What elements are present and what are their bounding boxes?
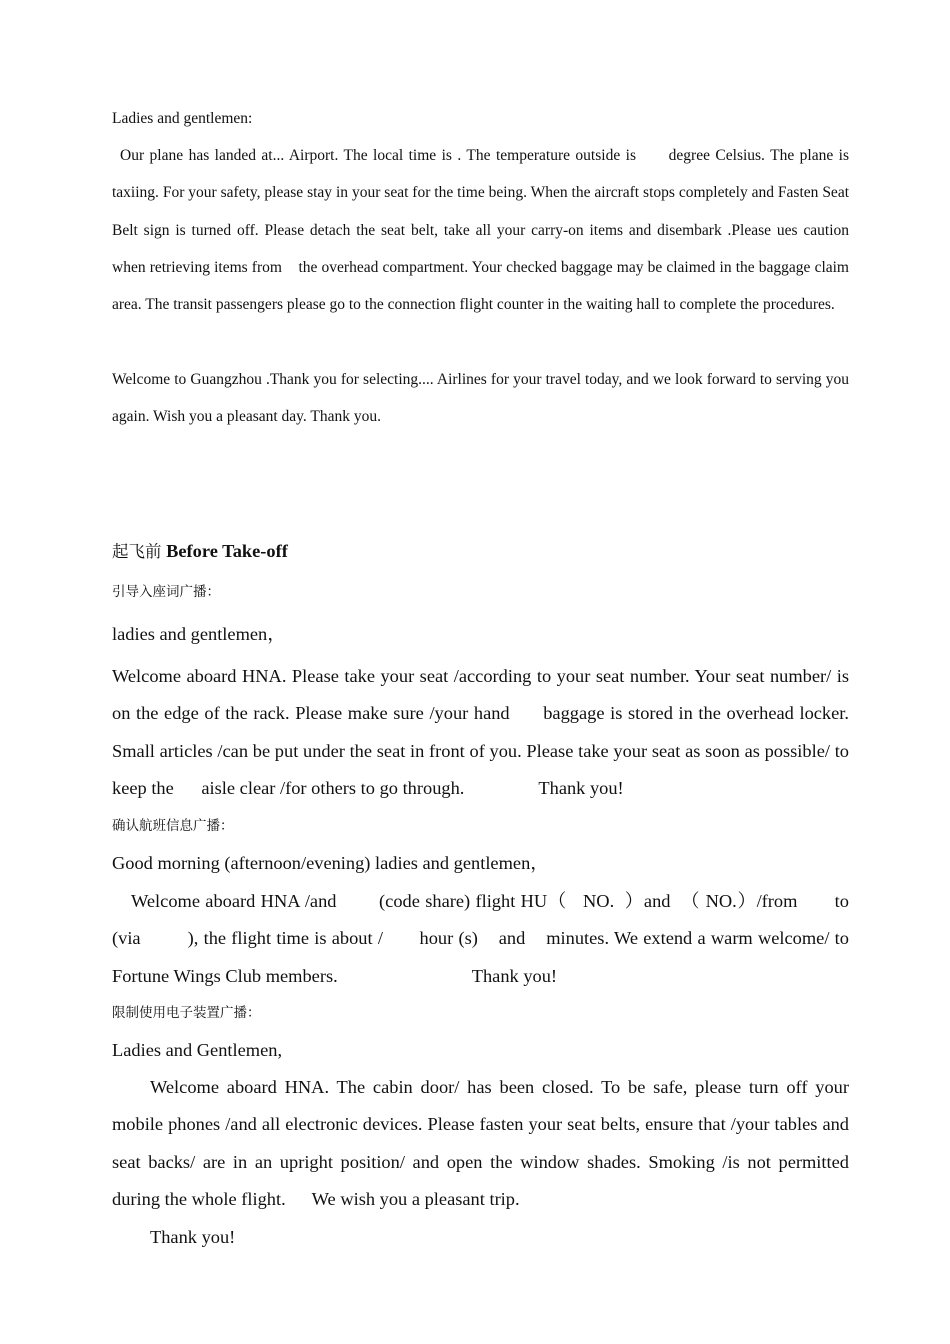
section-heading	[112, 533, 849, 570]
document-page	[112, 0, 854, 1344]
seating-thanks: Thank you!	[538, 778, 624, 799]
flight-info-greeting: Good morning (afternoon/evening) ladies and gentlemen，	[112, 853, 549, 873]
seating-greeting: ladies and gentlemen，	[112, 624, 286, 644]
landing-paragraph-2: Welcome to Guangzhou .Thank you for selecting.... Airlines for your travel today, and we look forward to serving you again. Wish you a pleasant day. Thank you.	[112, 371, 849, 426]
landing-greeting: Ladies and gentlemen:	[112, 110, 253, 127]
flight-info-label: 确认航班信息广播：	[112, 818, 234, 834]
seating-body	[112, 658, 854, 808]
flight-info-body	[112, 883, 854, 995]
electronics-greeting: Ladies and Gentlemen,	[112, 1040, 283, 1060]
section-title-cn: 起飞前	[112, 542, 162, 561]
electronics-label: 限制使用电子装置广播：	[112, 1005, 261, 1021]
flight-info-thanks: Thank you!	[471, 965, 558, 986]
electronics-wish: We wish you a pleasant trip.	[311, 1189, 520, 1210]
seating-label: 引导入座词广播：	[112, 584, 220, 600]
landing-paragraph-1: Our plane has landed at... Airport. The local time is . The temperature outside is degree Celsius. The plane is taxiing. For your safety, please stay in your seat for the time being. When the aircraft stops completely and Fasten Seat Belt sign is turned off. Please detach the seat belt, take all your carry-on items and disembark .Please ues caution when retrieving items from the overhead compartment. Your checked baggage may be claimed in the baggage claim area. The transit passengers please go to the connection flight counter in the waiting hall to complete the procedures.	[112, 147, 853, 314]
section-title-en: Before Take-off	[166, 541, 288, 561]
electronics-body-text: Welcome aboard HNA. The cabin door/ has been closed. To be safe, please turn off your mobile phones /and all electronic devices. Please fasten your seat belts, ensure that /your tables and seat backs/ are in an upright position/ and open the window shades. Smoking /is not permitted during the whole flight.	[112, 1077, 849, 1210]
electronics-body	[112, 1069, 849, 1219]
electronics-thanks: Thank you!	[150, 1227, 236, 1247]
seating-body-text: Welcome aboard HNA. Please take your seat /according to your seat number. Your seat number/ is on the edge of the rack. Please make sure /your hand baggage is stored in the overhead locker. Small articles /can be put under the seat in front of you. Please take your seat as soon as possible/ to keep the aisle clear /for others to go through.	[112, 666, 854, 799]
flight-info-body-text: Welcome aboard HNA /and (code share) flight HU（ NO. ）and （ NO.）/from to (via ), the flight time is about / hour (s) and minutes. We extend a warm welcome/ to Fortune Wings Club members.	[112, 891, 854, 986]
